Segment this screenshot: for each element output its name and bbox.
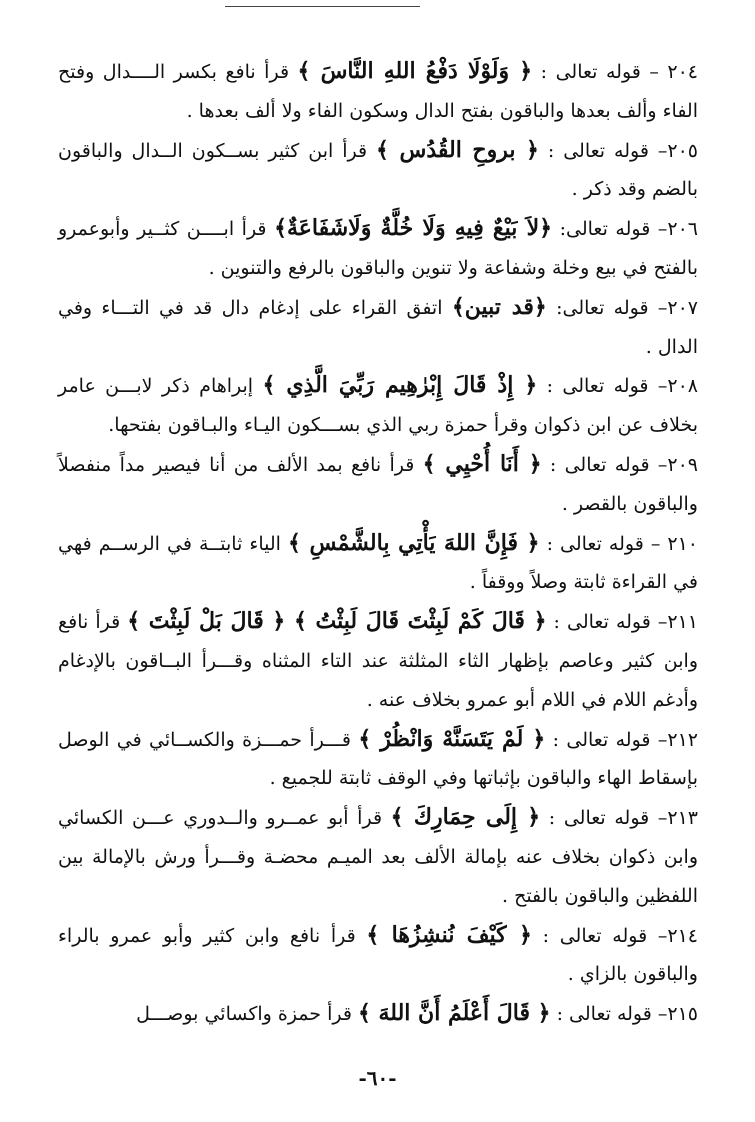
entry-intro: – قوله تعالى :	[541, 453, 668, 476]
quran-verse: ﴿ أَنَا أُحْيِي ﴾	[422, 450, 542, 477]
page-body	[58, 52, 698, 1034]
entry-text: قرأ ابن كثير بســكون الــدال والباقون بالضم وقد ذكر .	[58, 139, 698, 201]
entry-intro: – قوله تعالى:	[552, 218, 668, 241]
top-rule	[225, 6, 420, 7]
entry-text: قـــرأ حمـــزة والكســائي في الوصل بإسقاط الهاء والباقون بإثباتها وفي الوقف ثابتة للجميع .	[58, 728, 698, 790]
entry-intro: – قوله تعالى :	[537, 375, 668, 398]
quran-verse: ﴿ إِذْ قَالَ إِبْرٰهِيم رَبِّيَ الَّذِي ﴾	[262, 372, 538, 399]
entry-210	[58, 524, 698, 603]
quran-verse: ﴿ بروحِ القُدُس ﴾	[376, 136, 539, 163]
entry-text: قرأ نافع وابن كثير وعاصم بإظهار الثاء المثلثة عند التاء المثناه وقـــرأ البــاقون بالإدغام وأدغم اللام في اللام أبو عمرو بخلاف عنه .	[58, 611, 698, 711]
entry-number: ٢٠٧	[667, 296, 698, 319]
entry-206	[58, 209, 698, 288]
entry-text: قرأ ابــــن كثــير وأبوعمرو بالفتح في بيع وخلة وشفاعة ولا تنوين والباقون بالرفع والتنوين .	[58, 218, 698, 279]
entry-214	[58, 916, 698, 995]
entry-intro: – قوله تعالى :	[538, 139, 668, 162]
entry-212	[58, 720, 698, 799]
entry-208	[58, 366, 698, 445]
entry-number: ٢٠٥	[667, 139, 698, 162]
entry-intro: – قوله تعالى:	[546, 296, 668, 319]
entry-211	[58, 602, 698, 719]
entry-number: ٢١٣	[667, 807, 698, 830]
quran-verse: ﴿ قَالَ كَمْ لَبِثْتَ قَالَ لَبِثْتُ ﴾ ﴿ قَالَ بَلْ لَبِثْتَ ﴾	[127, 608, 547, 635]
entry-207	[58, 288, 698, 367]
entry-number: ٢١١	[667, 611, 698, 634]
entry-number: ٢١٥	[667, 1003, 698, 1026]
quran-verse: ﴿ فَإِنَّ اللهَ يَأْتِي بِالشَّمْسِ ﴾	[287, 529, 540, 556]
entry-205	[58, 131, 698, 210]
quran-verse: ﴿لاَ بَيْعٌ فِيهِ وَلَا خُلَّةٌ وَلَاشَفَاعَةٌ﴾	[274, 215, 553, 242]
entry-204	[58, 52, 698, 131]
quran-verse: ﴿ إِلَى حِمَارِكَ ﴾	[390, 804, 541, 831]
entry-number: ٢٠٩	[667, 453, 698, 476]
entry-number: ٢١٠	[667, 532, 698, 555]
entry-213	[58, 798, 698, 915]
quran-verse: ﴿ كَيْفَ نُنشِزُهَا ﴾	[366, 921, 532, 948]
entry-text: قرأ أبو عمــرو والــدوري عـــن الكسائي وابن ذكوان بخلاف عنه بإمالة الألف بعد الميـم محضـة وقـــرأ ورش بالإمالة بين اللفظين والباقون بالفتح .	[58, 807, 698, 907]
entry-text: اتفق القراء على إدغام دال قد في التـــاء وفي الدال .	[58, 296, 698, 358]
entry-number: ٢١٤	[667, 924, 698, 947]
quran-verse: ﴿ وَلَوْلَا دَفْعُ اللهِ النَّاسَ ﴾	[297, 58, 533, 84]
entry-intro: – قوله تعالى :	[545, 728, 668, 751]
entry-intro: – قوله تعالى :	[550, 1003, 668, 1026]
entry-number: ٢١٢	[667, 728, 698, 751]
entry-text: الياء ثابتــة في الرســم فهي في القراءة ثابتة وصلاً ووقفاً .	[58, 532, 698, 594]
entry-number: ٢٠٨	[667, 375, 698, 398]
entry-number: ٢٠٦	[667, 218, 698, 241]
entry-intro: – قوله تعالى :	[531, 924, 668, 947]
entry-intro: – قوله تعالى :	[540, 807, 668, 830]
entry-intro: – قوله تعالى :	[539, 532, 668, 555]
quran-verse: ﴿ قَالَ أَعْلَمُ أَنَّ اللهَ ﴾	[357, 1000, 551, 1027]
entry-209	[58, 445, 698, 524]
entry-number: ٢٠٤	[667, 61, 699, 83]
entry-intro: – قوله تعالى :	[546, 611, 668, 634]
quran-verse: ﴿قد تبين﴾	[451, 293, 547, 320]
entry-text: قرأ حمزة واكسائي بوصـــل	[136, 1003, 358, 1026]
entry-text: قرأ نافع وابن كثير وأبو عمرو بالراء والباقون بالزاي .	[58, 924, 698, 986]
entry-intro: – قوله تعالى :	[532, 61, 668, 83]
entry-text: قرأ نافع بكسر الــــدال وفتح الفاء وألف بعدها والباقون بفتح الدال وسكون الفاء ولا ألف بعدها .	[58, 61, 698, 122]
entry-215	[58, 994, 698, 1034]
page-number: -٦٠-	[358, 1066, 397, 1090]
entry-text: إبراهام ذكر لابـــن عامر بخلاف عن ابن ذكوان وقرأ حمزة ربي الذي بســـكون اليـاء والبـاقون بفتحها.	[58, 375, 698, 437]
entry-text: قرأ نافع بمد الألف من أنا فيصير مداً منفصلاً والباقون بالقصر .	[58, 453, 698, 515]
quran-verse: ﴿ لَمْ يَتَسَنَّهْ وَانْظُرْ ﴾	[358, 725, 546, 752]
